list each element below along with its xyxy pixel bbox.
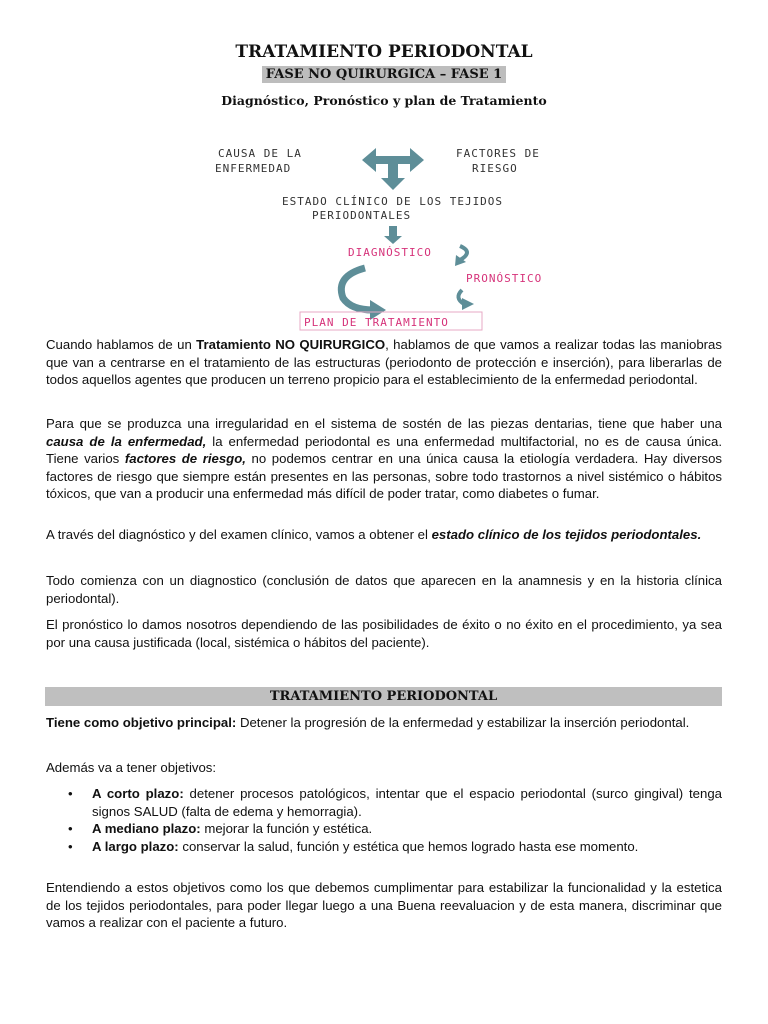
paragraph-objective: [46, 714, 722, 732]
paragraph-prognosis: El pronóstico lo damos nosotros dependiendo de las posibilidades de éxito o no éxito en el procedimiento, ya sea por una causa justificada (local, sistémica o hábitos del paciente).: [46, 617, 722, 650]
curved-arrow-right-icon: [460, 246, 467, 260]
page-title: TRATAMIENTO PERIODONTAL: [235, 42, 533, 62]
bullet-icon: •: [68, 786, 73, 801]
paragraph-intro-c: , hablamos de que vamos a realizar todas las maniobras que van a centrarse en el tratamiento de las estructuras (periodonto de protección e inserción), para liberarlas de todos aquellos agentes que producen un terreno propicio para el establecimiento de la enfermedad periodontal.: [46, 337, 722, 387]
paragraph-intro: [46, 336, 722, 389]
objective-text: Detener la progresión de la enfermedad y estabilizar la inserción periodontal.: [236, 715, 690, 730]
paragraph-state-a: A través del diagnóstico y del examen clínico, vamos a obtener el: [46, 527, 432, 542]
objective-label: Tiene como objetivo principal:: [46, 715, 237, 730]
diagnosis-label: DIAGNÓSTICO: [348, 246, 432, 259]
bullet-icon: •: [68, 838, 73, 854]
state-label-line1: ESTADO CLÍNICO DE LOS TEJIDOS: [282, 195, 504, 208]
cause-label-line1: CAUSA DE LA: [218, 147, 302, 160]
curved-arrow-right-small-head-icon: [462, 298, 474, 310]
branch-arrow-icon: [362, 148, 424, 190]
cause-label-line2: ENFERMEDAD: [215, 162, 292, 175]
treatment-flow-diagram: [200, 138, 560, 338]
paragraph-cause-emph2: factores de riesgo,: [124, 451, 246, 466]
plan-label: PLAN DE TRATAMIENTO: [304, 316, 449, 329]
paragraph-also: Además va a tener objetivos:: [46, 760, 217, 775]
list-item: [46, 785, 722, 820]
list-item-text: conservar la salud, función y estética que hemos logrado hasta ese momento.: [178, 838, 639, 854]
list-item-label: A mediano plazo:: [92, 821, 201, 836]
paragraph-closing: Entendiendo a estos objetivos como los que debemos cumplimentar para estabilizar la funcionalidad y la estetica de los tejidos periodontales, para poder llegar luego a una Buena reevaluacion y de esta manera, discriminar que vamos a realizar con el paciente a futuro.: [46, 880, 722, 930]
curved-arrow-left-icon: [341, 268, 373, 310]
paragraph-intro-a: Cuando hablamos de un: [46, 337, 197, 352]
paragraph-cause-e: no podemos centrar en una única causa la etiología verdadera. Hay diversos factores de riesgo que siempre están presentes en las personas, sobre todo trastornos a nivel sistémico o hábitos tóxicos, que van a producir una enfermedad más difícil de poder tratar, como diabetes o fumar.: [46, 451, 723, 501]
paragraph-intro-bold: Tratamiento NO QUIRURGICO: [196, 337, 386, 352]
list-item-label: A largo plazo:: [92, 838, 179, 854]
paragraph-diagnosis: Todo comienza con un diagnostico (conclusión de datos que aparecen en la anamnesis y en la historia clínica periodontal).: [46, 573, 722, 606]
bullet-icon: •: [68, 821, 73, 836]
paragraph-cause-a: Para que se produzca una irregularidad en el sistema de sostén de las piezas dentarias, tiene que haber una: [46, 416, 722, 431]
paragraph-state: [46, 526, 722, 544]
paragraph-cause: [46, 415, 722, 503]
risk-label-line2: RIESGO: [472, 162, 518, 175]
list-item: [46, 820, 722, 838]
list-item-text: mejorar la función y estética.: [200, 821, 373, 836]
list-item: [46, 838, 722, 856]
list-item-label: A corto plazo:: [92, 786, 184, 801]
paragraph-cause-emph1: causa de la enfermedad,: [46, 433, 207, 449]
objectives-list: [46, 785, 722, 855]
section-bar-title: TRATAMIENTO PERIODONTAL: [45, 687, 722, 706]
down-arrow-icon: [384, 226, 402, 244]
prognosis-label: PRONÓSTICO: [466, 272, 543, 285]
list-item-text: detener procesos patológicos, intentar que el espacio periodontal (surco gingival) tenga signos SALUD (falta de edema y hemorragia).: [92, 786, 722, 819]
section-subheading: Diagnóstico, Pronóstico y plan de Tratamiento: [221, 93, 547, 108]
risk-label-line1: FACTORES DE: [456, 147, 540, 160]
state-label-line2: PERIODONTALES: [312, 209, 412, 222]
page-subtitle-wrap: [0, 65, 768, 83]
paragraph-state-emph: estado clínico de los tejidos periodontales.: [431, 527, 702, 542]
paragraph-cause-c: la enfermedad periodontal es una enfermedad multifactorial, no es de causa única. Tiene varios: [46, 433, 722, 466]
page-subtitle: FASE NO QUIRURGICA – FASE 1: [262, 66, 506, 83]
